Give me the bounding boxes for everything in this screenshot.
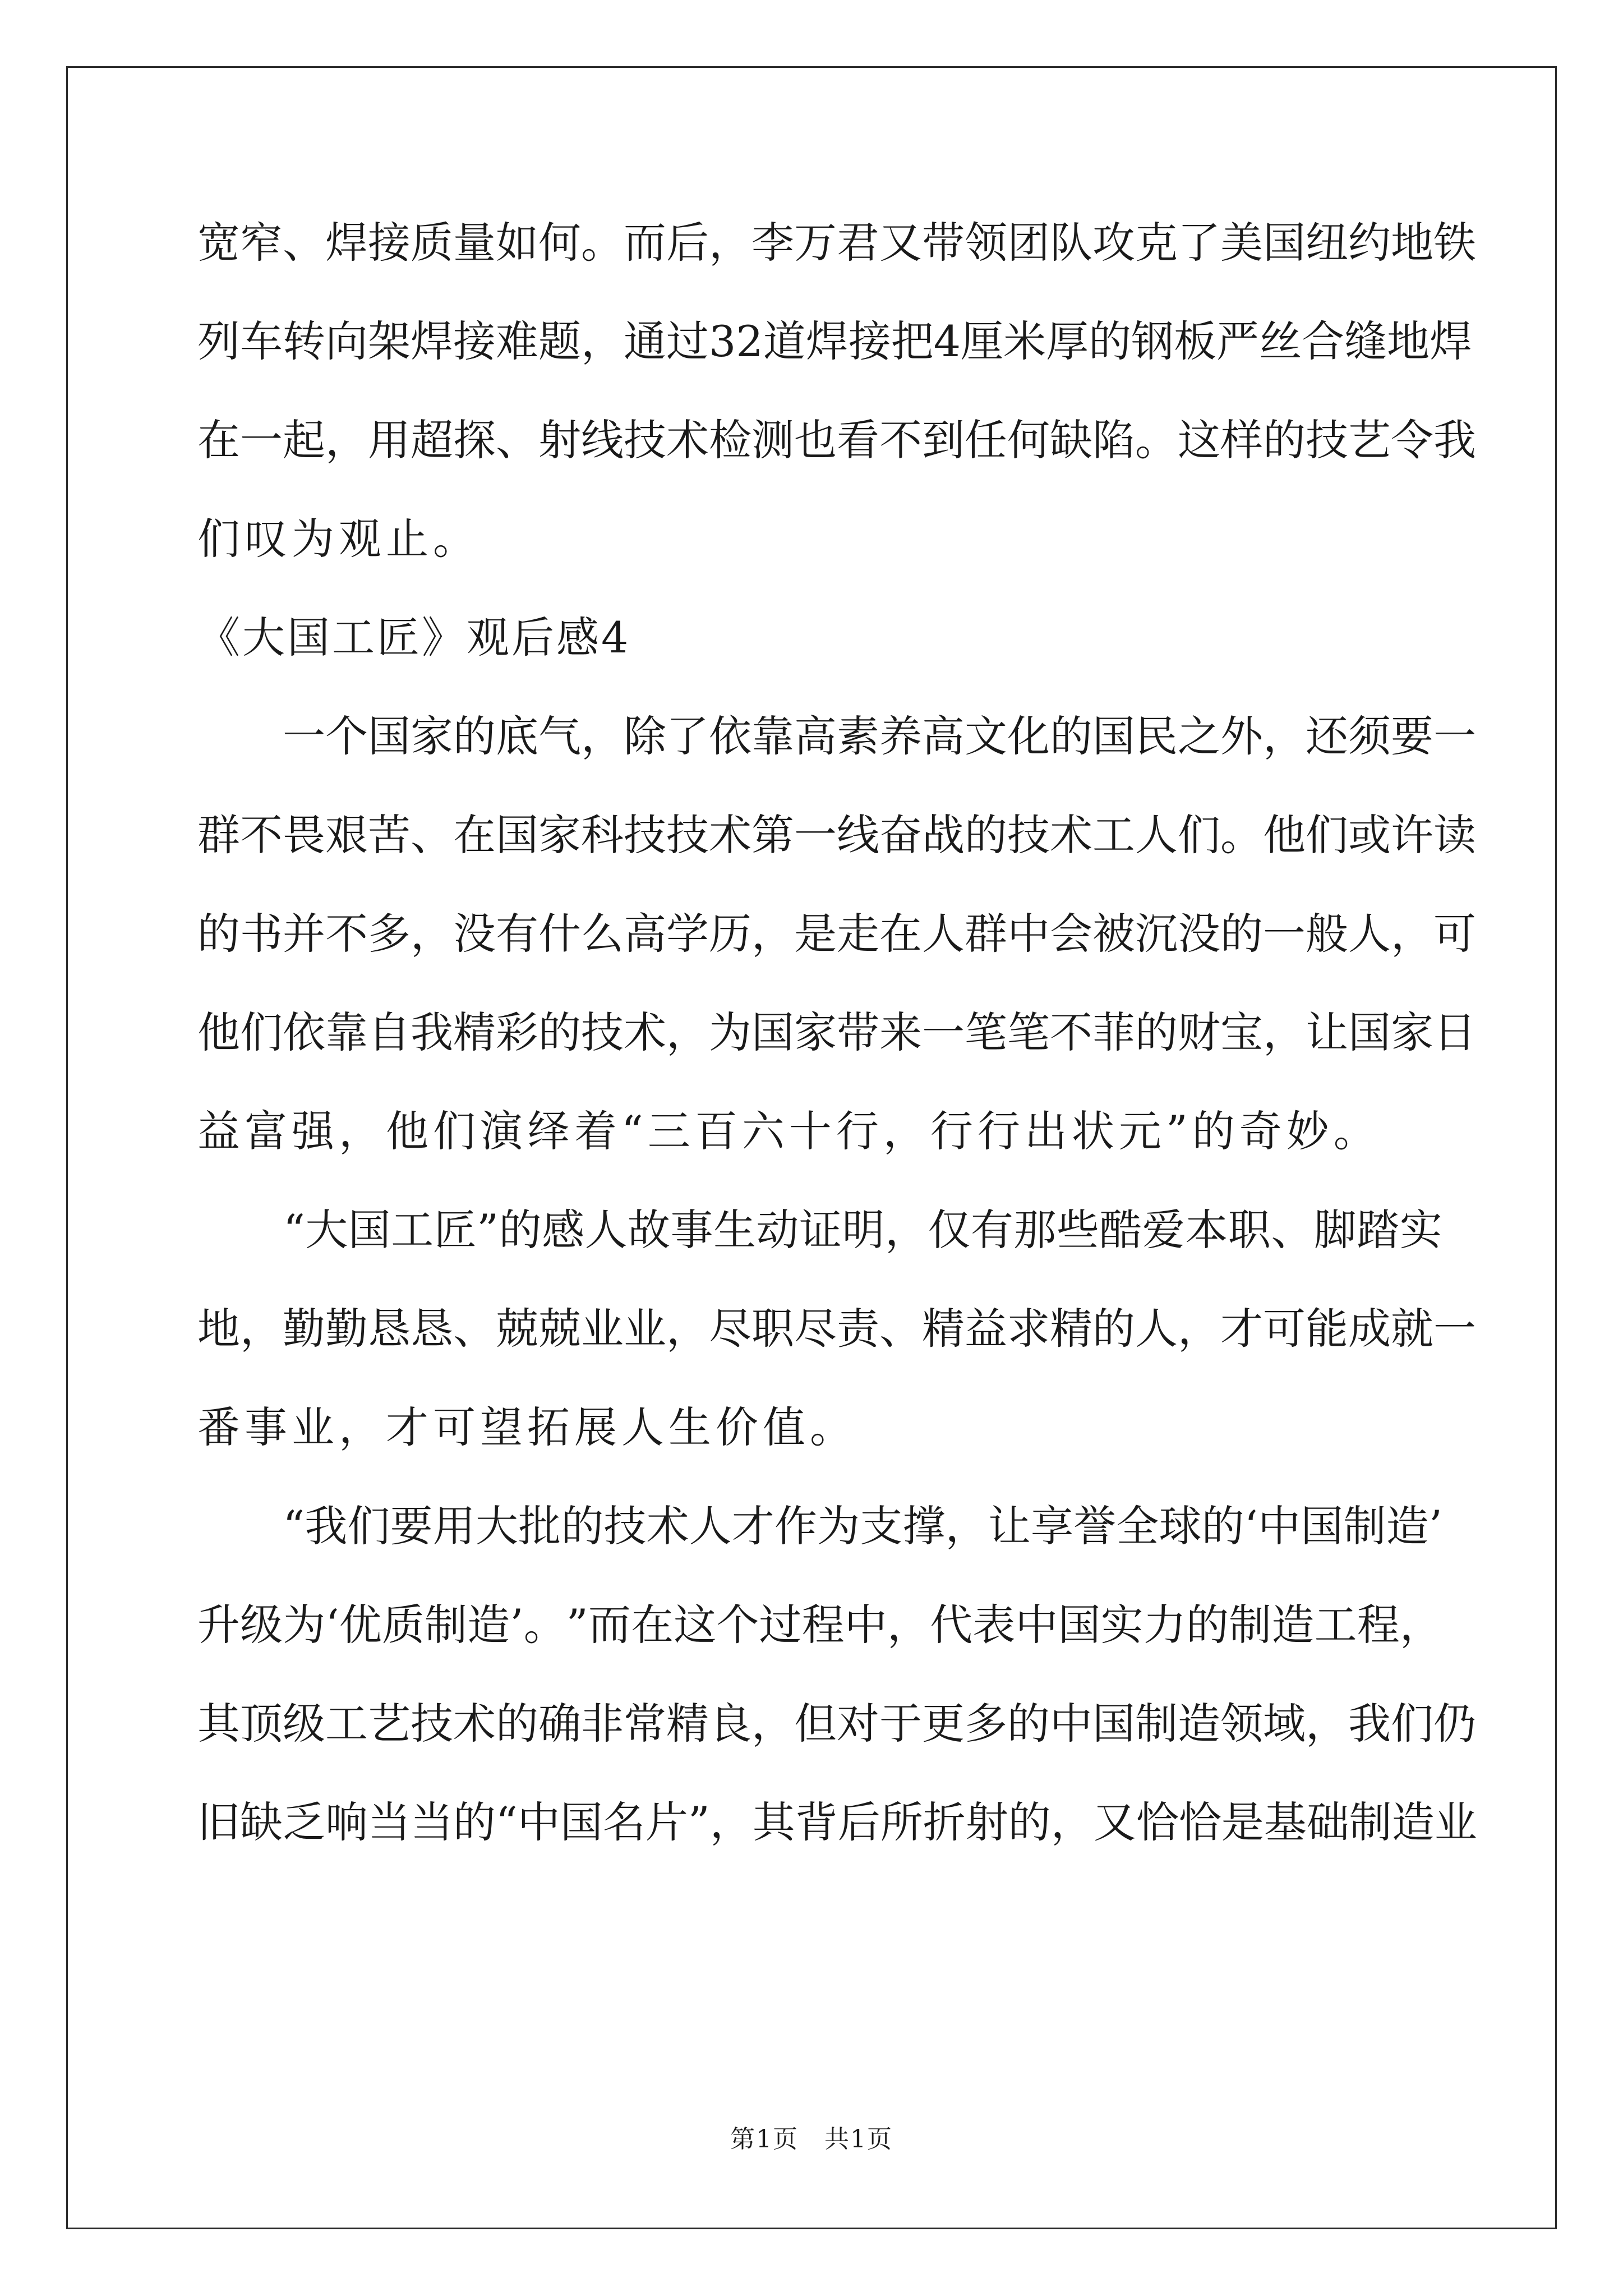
text-line: 在 一 起 ， 用 超 探 、 射 线 技 术 检 测 也 看 不 到 任 何 缺 陷 。 这 样 的 技 艺 令 我 bbox=[197, 415, 1476, 465]
text-line: 宽 窄 、 焊 接 质 量 如 何 。 而 后 ， 李 万 君 又 带 领 团 队 攻 克 了 美 国 纽 约 地 铁 bbox=[197, 218, 1476, 268]
text-line: 他 们 依 靠 自 我 精 彩 的 技 术 ， 为 国 家 带 来 一 笔 笔 不 菲 的 财 宝 ， 让 国 家 日 bbox=[197, 1007, 1476, 1057]
text-line: 们叹为观止。 bbox=[197, 514, 480, 564]
text-line: 一 个 国 家 的 底 气 ， 除 了 依 靠 高 素 养 高 文 化 的 国 民 之 外 ， 还 须 要 一 bbox=[283, 711, 1476, 761]
section-heading: 《大国工匠》观后感4 bbox=[197, 613, 631, 662]
text-line: “ 大 国 工 匠 ” 的 感 人 故 事 生 动 证 明 ， 仅 有 那 些 酷 爱 本 职 、 脚 踏 实 bbox=[283, 1205, 1442, 1255]
text-line: 番事业，才可望拓展人生价值。 bbox=[197, 1402, 857, 1452]
text-line: 地 ， 勤 勤 恳 恳 、 兢 兢 业 业 ， 尽 职 尽 责 、 精 益 求 精 的 人 ， 才 可 能 成 就 一 bbox=[197, 1304, 1476, 1354]
text-line: 的 书 并 不 多 ， 没 有 什 么 高 学 历 ， 是 走 在 人 群 中 会 被 沉 没 的 一 般 人 ， 可 bbox=[197, 909, 1476, 959]
page-footer: 第1页 共1页 bbox=[730, 2125, 893, 2154]
document-body bbox=[197, 212, 1477, 1890]
text-line: 旧 缺 乏 响 当 当 的 “ 中 国 名 片 ” ， 其 背 后 所 折 射 的 ， 又 恰 恰 是 基 础 制 造 业 bbox=[197, 1797, 1477, 1847]
text-line: 列 车 转 向 架 焊 接 难 题 ， 通 过 32 道 焊 接 把 4 厘 米 厚 的 钢 板 严 丝 合 缝 地 焊 bbox=[197, 316, 1473, 366]
text-line: 益富强，他们演绎着“三百六十行，行行出状元”的奇妙。 bbox=[197, 1106, 1381, 1156]
text-line: “ 我 们 要 用 大 批 的 技 术 人 才 作 为 支 撑 ， 让 享 誉 全 球 的 ‘ 中 国 制 造 ’ bbox=[283, 1501, 1442, 1551]
text-line: 升 级 为 ‘ 优 质 制 造 ’ 。 ” 而 在 这 个 过 程 中 ， 代 表 中 国 实 力 的 制 造 工 程 ， bbox=[197, 1600, 1442, 1650]
text-line: 其 顶 级 工 艺 技 术 的 确 非 常 精 良 ， 但 对 于 更 多 的 中 国 制 造 领 域 ， 我 们 仍 bbox=[197, 1699, 1476, 1749]
text-line: 群 不 畏 艰 苦 、 在 国 家 科 技 技 术 第 一 线 奋 战 的 技 术 工 人 们 。 他 们 或 许 读 bbox=[197, 810, 1476, 860]
